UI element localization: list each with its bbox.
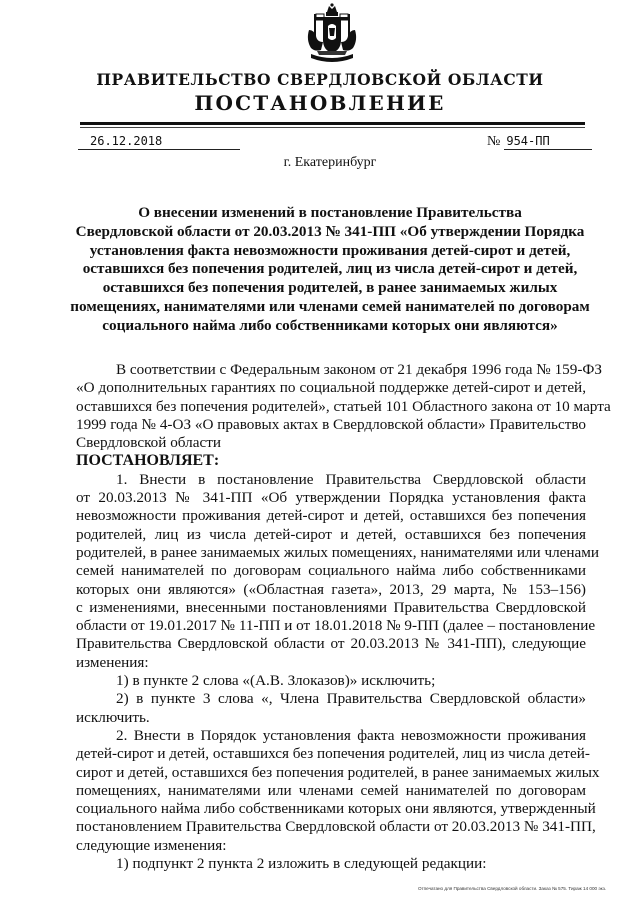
body-line: Правительства Свердловской области от 20.03.2013 № 341-ПП), следующие (76, 635, 586, 653)
body-line: социального найма либо собственниками которых они являются, утвержденный (76, 800, 596, 818)
document-date: 26.12.2018 (78, 133, 240, 150)
body-line: Свердловской области (76, 434, 221, 452)
body-line: постановлением Правительства Свердловской области от 20.03.2013 № 341-ПП, (76, 818, 596, 836)
body-line: 2. Внести в Порядок установления факта невозможности проживания (116, 726, 586, 744)
body-line: родителей, лиц из числа детей-сирот и детей, оставшихся без попечения (76, 525, 586, 543)
resolves-keyword: ПОСТАНОВЛЯЕТ: (76, 452, 220, 470)
body-line: следующие изменения: (76, 836, 227, 854)
city-label: г. Екатеринбург (283, 155, 377, 170)
heading-line: оставшихся без попечения родителей, в ранее занимаемых жилых (102, 279, 558, 297)
body-line: оставшихся без попечения родителей», статьей 101 Областного закона от 10 марта (76, 397, 611, 415)
document-number-field (487, 133, 587, 149)
document-body (76, 361, 611, 873)
document-number: 954-ПП (504, 133, 592, 150)
heading-line: Свердловской области от 20.03.2013 № 341-ПП «Об утверждении Порядка (75, 222, 585, 240)
body-line: помещениях, нанимателями или членами семей нанимателей по договорам (76, 781, 586, 799)
body-line: детей-сирот и детей, оставшихся без попечения родителей, лиц из числа детей- (76, 745, 590, 763)
heading-line: социального найма либо собственниками которых они являются» (102, 316, 558, 334)
body-line: 1) в пункте 2 слова «(А.В. Злоказов)» исключить; (116, 672, 436, 690)
body-line: которых они являются» («Областная газета», 2013, 29 марта, № 153–156) (76, 580, 586, 598)
body-line: В соответствии с Федеральным законом от 21 декабря 1996 года № 159-ФЗ (116, 361, 603, 378)
body-line: 2) в пункте 3 слова «, Члена Правительства Свердловской области» (116, 690, 586, 708)
body-line: 1999 года № 4-ОЗ «О правовых актах в Свердловской области» Правительство (76, 415, 586, 433)
heading-line: оставшихся без попечения родителей, лиц из числа детей-сирот и детей, (82, 260, 578, 278)
document-heading (70, 204, 590, 336)
body-line: с изменениями, внесенными постановлениями Правительства Свердловской (76, 598, 586, 616)
number-sign-label: № (487, 134, 501, 149)
body-line: сирот и детей, оставшихся без попечения родителей, в ранее занимаемых жилых (76, 763, 600, 781)
body-line: родителей, в ранее занимаемых жилых помещениях, нанимателями или членами (76, 543, 600, 561)
document-type-title: ПОСТАНОВЛЕНИЕ (194, 91, 446, 115)
heading-line: установления факта невозможности проживания детей-сирот и детей, (89, 241, 571, 259)
print-note: Отпечатано для Правительства Свердловской области. Заказ № 575. Тираж 14 000 экз. (418, 886, 607, 891)
body-line: исключить. (76, 708, 150, 726)
body-line: от 20.03.2013 № 341-ПП «Об утверждении Порядка установления факта (76, 489, 586, 507)
header-rule-thin (80, 127, 585, 128)
body-line: изменения: (76, 653, 149, 671)
body-line: невозможности проживания детей-сирот и детей, оставшихся без попечения (76, 507, 586, 525)
body-line: 1) подпункт 2 пункта 2 изложить в следующей редакции: (116, 855, 487, 873)
heading-line: О внесении изменений в постановление Правительства (138, 204, 522, 221)
header-rule-thick (80, 122, 585, 125)
body-line: семей нанимателей по договорам социального найма либо собственниками (76, 562, 586, 580)
body-line: области от 19.01.2017 № 11-ПП и от 18.01.2018 № 9-ПП (далее – постановление (76, 617, 596, 635)
body-line: «О дополнительных гарантиях по социальной поддержке детей-сирот и детей, (76, 379, 586, 397)
heading-line: помещениях, нанимателями или членами семей нанимателей по договорам (70, 297, 590, 315)
body-line: 1. Внести в постановление Правительства Свердловской области (116, 470, 586, 488)
coat-of-arms-icon (303, 2, 361, 68)
government-name: ПРАВИТЕЛЬСТВО СВЕРДЛОВСКОЙ ОБЛАСТИ (96, 70, 544, 89)
